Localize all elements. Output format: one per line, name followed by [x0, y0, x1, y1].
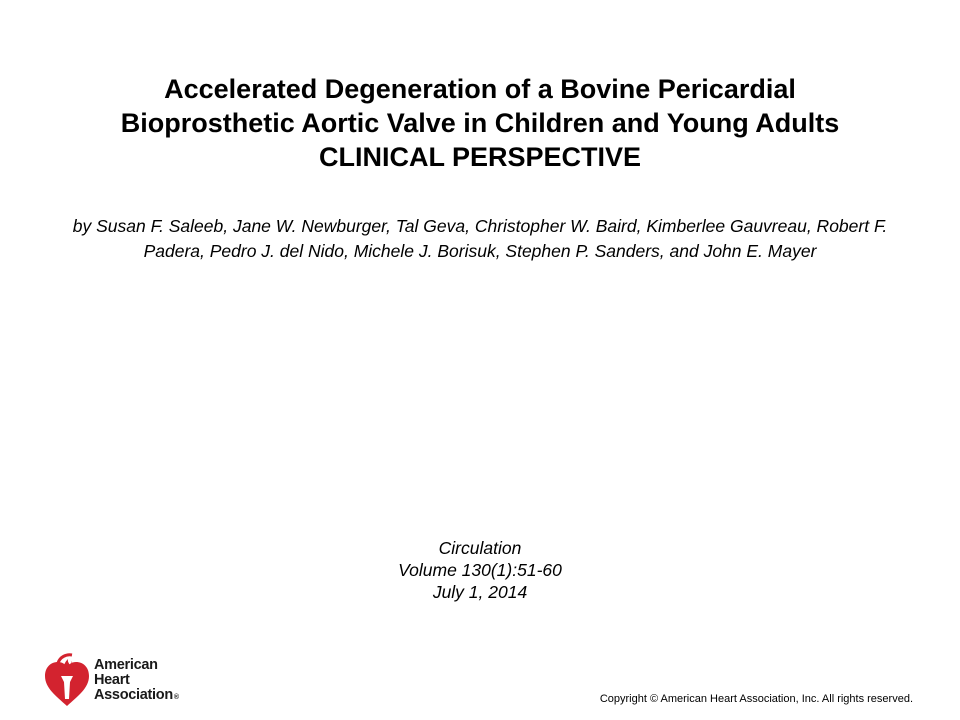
publication-date: July 1, 2014 — [432, 582, 528, 602]
author-list: by Susan F. Saleeb, Jane W. Newburger, Tal Geva, Christopher W. Baird, Kimberlee Gauvreau, Robert F. Padera, Pedro J. del Nido, Michele J. Borisuk, Stephen P. Sanders, and John E. Mayer — [72, 216, 888, 261]
logo-word-association — [94, 688, 179, 705]
logo-wordmark — [94, 658, 179, 705]
logo-word-association-text: Association — [94, 687, 173, 703]
logo-word-heart: Heart — [94, 672, 130, 688]
registered-mark: ® — [173, 694, 179, 701]
title-line-2: Bioprosthetic Aortic Valve in Children and Young Adults — [120, 108, 840, 138]
aha-logo — [42, 652, 192, 710]
title-line-3: CLINICAL PERSPECTIVE — [318, 142, 642, 172]
copyright-notice: Copyright © American Heart Association, Inc. All rights reserved. — [599, 693, 913, 705]
heart-torch-icon — [42, 652, 92, 708]
volume-pages: Volume 130(1):51-60 — [398, 560, 562, 580]
journal-name: Circulation — [438, 538, 522, 558]
article-title — [40, 72, 920, 174]
citation-block — [280, 537, 680, 603]
title-line-1: Accelerated Degeneration of a Bovine Pericardial — [164, 74, 796, 104]
logo-word-american: American — [94, 657, 158, 673]
